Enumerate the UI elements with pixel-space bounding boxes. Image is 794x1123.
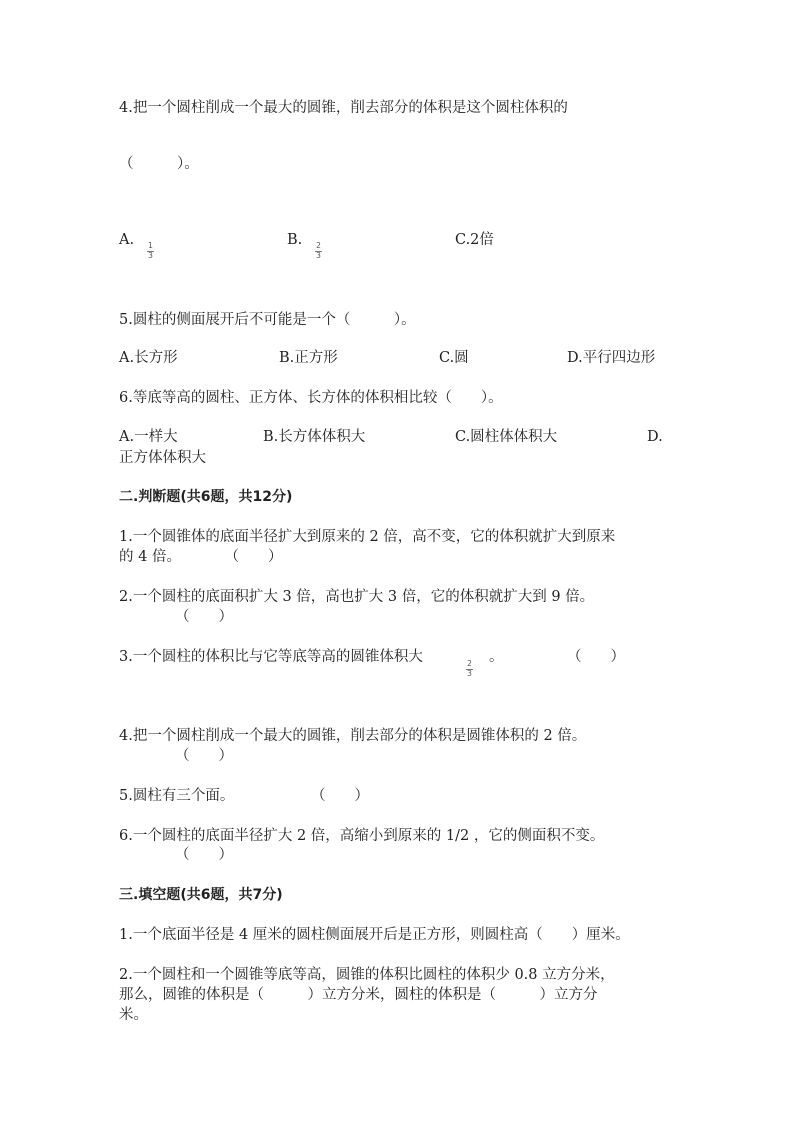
fill-2-line-3: 米。 [119, 1007, 148, 1023]
q4-option-a-fraction [147, 242, 154, 260]
judgment-5-text: 5.圆柱有三个面。 [119, 788, 235, 804]
judgment-6-line-1: 6.一个圆柱的底面半径扩大 2 倍，高缩小到原来的 1/2 ，它的侧面积不变。 [119, 828, 605, 844]
section-title-judgment: 二.判断题(共6题，共12分) [119, 489, 293, 505]
q6-option-b: B.长方体体积大 [263, 429, 366, 445]
fraction-denominator: 3 [148, 251, 153, 260]
q5-option-d: D.平行四边形 [567, 350, 656, 366]
q5-option-a: A.长方形 [119, 350, 178, 366]
q5-option-b: B.正方形 [279, 350, 338, 366]
fraction-denominator: 3 [316, 251, 321, 260]
judgment-2-line-1: 2.一个圆柱的底面积扩大 3 倍，高也扩大 3 倍，它的体积就扩大到 9 倍。 [119, 589, 595, 605]
q6-option-a: A.一样大 [119, 429, 178, 445]
q6-option-c: C.圆柱体体积大 [455, 429, 558, 445]
judgment-5-paren: （ ） [311, 788, 369, 804]
judgment-3-text: 3.一个圆柱的体积比与它等底等高的圆锥体积大 [119, 649, 423, 665]
fill-1: 1.一个底面半径是 4 厘米的圆柱侧面展开后是正方形，则圆柱高（ ）厘米。 [119, 927, 630, 943]
judgment-3-period: 。 [489, 649, 504, 665]
judgment-4-paren: （ ） [175, 748, 233, 764]
fill-2-line-2: 那么，圆锥的体积是（ ）立方分米，圆柱的体积是（ ）立方分 [119, 987, 598, 1003]
q4-option-a-label: A. [119, 232, 135, 248]
q4-option-b-label: B. [287, 232, 303, 248]
fraction-denominator: 3 [467, 669, 472, 678]
judgment-4-line-1: 4.把一个圆柱削成一个最大的圆锥，削去部分的体积是圆锥体积的 2 倍。 [119, 728, 587, 744]
fraction-numerator: 2 [316, 241, 321, 250]
fill-2-line-1: 2.一个圆柱和一个圆锥等底等高，圆锥的体积比圆柱的体积少 0.8 立方分米， [119, 967, 615, 983]
fraction-numerator: 1 [148, 241, 153, 250]
q6-option-d-label: D. [647, 429, 663, 445]
judgment-2-paren: （ ） [175, 609, 233, 625]
q5-option-c: C.圆 [439, 350, 469, 366]
q6-stem: 6.等底等高的圆柱、正方体、长方体的体积相比较（ ）。 [119, 390, 503, 406]
q4-option-c: C.2倍 [455, 232, 494, 248]
section-title-fill-blank: 三.填空题(共6题，共7分) [119, 887, 283, 903]
judgment-3-fraction [466, 660, 473, 678]
judgment-6-paren: （ ） [175, 847, 233, 863]
fraction-numerator: 2 [467, 659, 472, 668]
q5-stem: 5.圆柱的侧面展开后不可能是一个（ ）。 [119, 312, 416, 328]
q4-option-b-fraction [315, 242, 322, 260]
judgment-1-line-1: 1.一个圆锥体的底面半径扩大到原来的 2 倍，高不变，它的体积就扩大到原来 [119, 529, 616, 545]
judgment-3-paren: （ ） [567, 649, 625, 665]
q4-stem: 4.把一个圆柱削成一个最大的圆锥，削去部分的体积是这个圆柱体积的 [119, 100, 568, 116]
q4-answer-blank: （ ）。 [119, 156, 199, 172]
judgment-1-line-2: 的 4 倍。 （ ） [119, 549, 283, 565]
q6-option-d-text: 正方体体积大 [119, 450, 206, 466]
